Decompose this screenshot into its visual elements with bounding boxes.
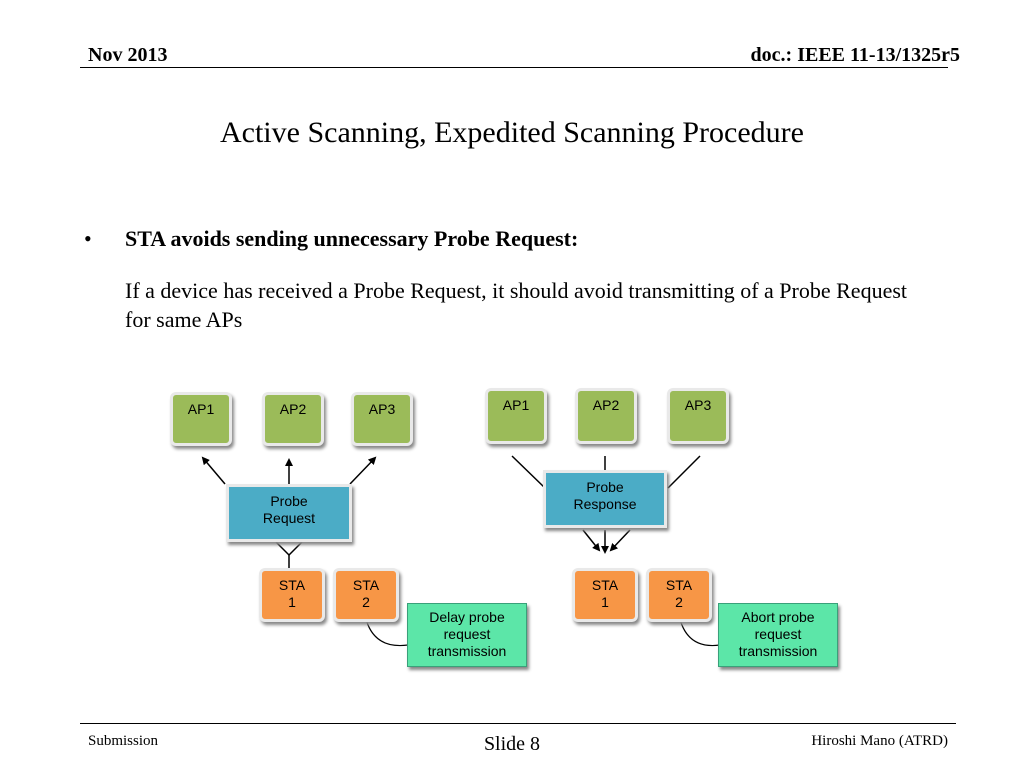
right-ap3-box: AP3 <box>667 388 729 444</box>
footer-author: Hiroshi Mano (ATRD) <box>811 733 948 749</box>
footer-divider <box>80 723 956 724</box>
left-probe-request-box: Probe Request <box>226 484 352 542</box>
bullet-marker: • <box>84 226 92 251</box>
header-date: Nov 2013 <box>88 44 168 66</box>
arrow-request-ap1 <box>203 458 225 484</box>
line-sta1-request-a <box>276 542 289 555</box>
line-ap1-response <box>512 456 545 488</box>
footer-submission: Submission <box>88 733 159 749</box>
right-ap2-box: AP2 <box>575 388 637 444</box>
right-abort-note: Abort probe request transmission <box>718 603 838 667</box>
arrow-response-sta-c <box>611 530 630 550</box>
left-sta1-box: STA 1 <box>259 568 325 622</box>
left-ap2-box: AP2 <box>262 392 324 446</box>
line-sta1-request-b <box>289 542 302 555</box>
left-delay-note: Delay probe request transmission <box>407 603 527 667</box>
footer-slide-number: Slide 8 <box>483 733 541 755</box>
line-ap3-response <box>668 456 700 488</box>
bullet-body: If a device has received a Probe Request, it should avoid transmitting of a Probe Request for same APs <box>125 278 908 332</box>
arrow-response-sta-a <box>583 530 599 550</box>
arrow-request-ap3 <box>350 458 375 484</box>
right-sta1-box: STA 1 <box>572 568 638 622</box>
right-probe-response-box: Probe Response <box>543 470 667 528</box>
right-sta2-box: STA 2 <box>646 568 712 622</box>
right-ap1-box: AP1 <box>485 388 547 444</box>
left-ap3-box: AP3 <box>351 392 413 446</box>
left-sta2-box: STA 2 <box>333 568 399 622</box>
header-doc-id: doc.: IEEE 11-13/1325r5 <box>750 44 960 66</box>
slide-title: Active Scanning, Expedited Scanning Procedure <box>219 116 804 149</box>
bullet-heading: STA avoids sending unnecessary Probe Request: <box>125 226 579 251</box>
left-ap1-box: AP1 <box>170 392 232 446</box>
